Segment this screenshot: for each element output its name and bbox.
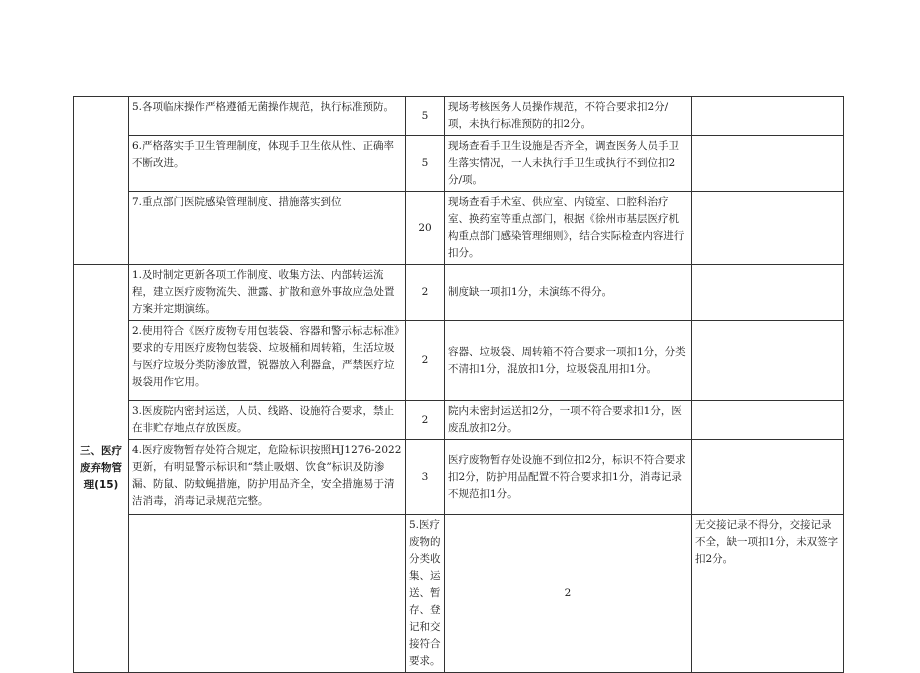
assessment-table <box>73 96 844 673</box>
table-row <box>74 401 844 440</box>
score-cell: 5 <box>406 136 445 192</box>
method-cell: 现场查看手卫生设施是否齐全，调查医务人员手卫生落实情况，一人未执行手卫生或执行不到位扣2分/项。 <box>445 136 692 192</box>
method-cell: 制度缺一项扣1分，未演练不得分。 <box>445 265 692 321</box>
method-cell: 现场查看手术室、供应室、内镜室、口腔科治疗室、换药室等重点部门，根据《徐州市基层医疗机构重点部门感染管理细则》，结合实际检查内容进行扣分。 <box>445 192 692 265</box>
table-row <box>74 265 844 321</box>
category-label: 三、医疗废弃物管理(15) <box>74 265 129 673</box>
remark-cell <box>692 136 844 192</box>
item-cell: 1.及时制定更新各项工作制度、收集方法、内部转运流程，建立医疗废物流失、泄露、扩散和意外事故应急处置方案并定期演练。 <box>129 265 406 321</box>
score-cell: 5 <box>406 97 445 136</box>
remark-cell <box>692 440 844 515</box>
remark-cell <box>692 192 844 265</box>
remark-cell <box>692 401 844 440</box>
table-row <box>74 192 844 265</box>
item-cell: 6.严格落实手卫生管理制度，体现手卫生依从性、正确率不断改进。 <box>129 136 406 192</box>
score-cell: 2 <box>406 265 445 321</box>
table-row <box>74 136 844 192</box>
remark-cell <box>692 97 844 136</box>
score-cell: 3 <box>406 440 445 515</box>
method-cell: 无交接记录不得分，交接记录不全，缺一项扣1分，未双签字扣2分。 <box>692 515 844 673</box>
method-cell: 现场考核医务人员操作规范，不符合要求扣2分/项，未执行标准预防的扣2分。 <box>445 97 692 136</box>
table-row <box>74 515 844 673</box>
score-cell: 2 <box>406 321 445 401</box>
item-cell: 2.使用符合《医疗废物专用包装袋、容器和警示标志标准》要求的专用医疗废物包装袋、垃圾桶和周转箱，生活垃圾与医疗垃圾分类防渗放置，锐器放入利器盒，严禁医疗垃圾袋用作它用。 <box>129 321 406 401</box>
table-row <box>74 321 844 401</box>
method-cell: 医疗废物暂存处设施不到位扣2分，标识不符合要求扣2分，防护用品配置不符合要求扣1分，消毒记录不规范扣1分。 <box>445 440 692 515</box>
item-cell: 7.重点部门医院感染管理制度、措施落实到位 <box>129 192 406 265</box>
category-cell-empty <box>129 515 406 673</box>
remark-cell <box>692 265 844 321</box>
remark-cell <box>692 321 844 401</box>
item-cell: 5.医疗废物的分类收集、运送、暂存、登记和交接符合要求。 <box>406 515 445 673</box>
category-cell-empty <box>74 97 129 265</box>
score-cell: 2 <box>406 401 445 440</box>
score-cell: 20 <box>406 192 445 265</box>
table-row <box>74 97 844 136</box>
method-cell: 容器、垃圾袋、周转箱不符合要求一项扣1分，分类不清扣1分，混放扣1分，垃圾袋乱用扣1分。 <box>445 321 692 401</box>
item-cell: 4.医疗废物暂存处符合规定，危险标识按照HJ1276-2022更新，有明显警示标识和“禁止吸烟、饮食”标识及防渗漏、防鼠、防蚊蝇措施，防护用品齐全，安全措施易于清洁消毒，消毒记录规范完整。 <box>129 440 406 515</box>
item-cell: 5.各项临床操作严格遵循无菌操作规范，执行标准预防。 <box>129 97 406 136</box>
item-cell: 3.医废院内密封运送，人员、线路、设施符合要求，禁止在非贮存地点存放医废。 <box>129 401 406 440</box>
method-cell: 院内未密封运送扣2分，一项不符合要求扣1分，医废乱放扣2分。 <box>445 401 692 440</box>
table-row <box>74 440 844 515</box>
score-cell: 2 <box>445 515 692 673</box>
